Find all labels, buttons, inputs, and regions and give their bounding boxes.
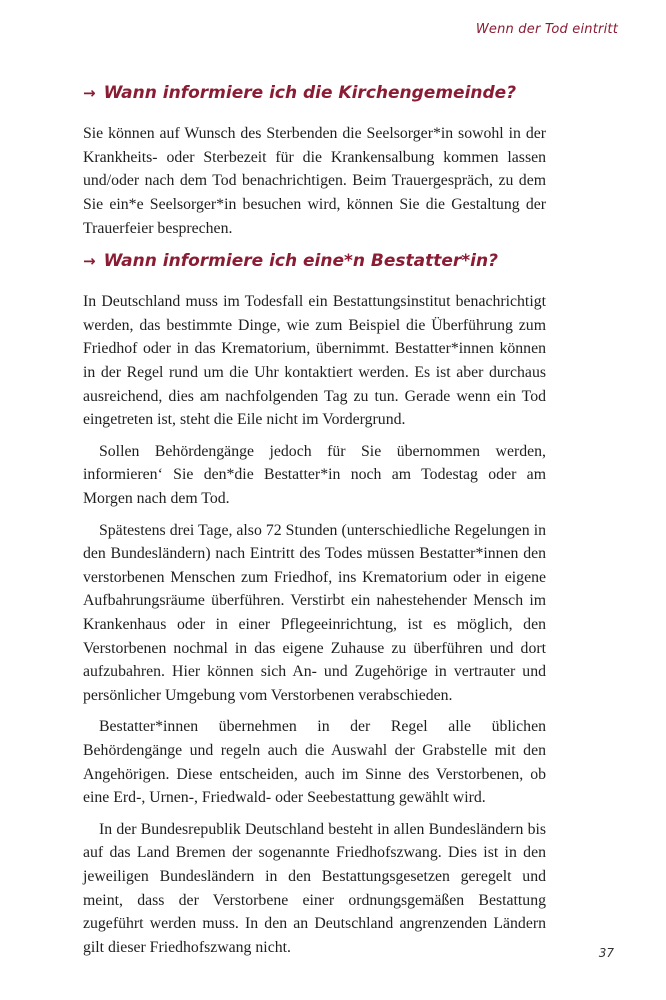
paragraph: Sie können auf Wunsch des Sterbenden die Seelsorger*in sowohl in der Krankheits- oder Sterbezeit für die Krankensalbung kommen lassen und/oder nach dem Tod benachrichtigen. Beim Trauergespräch, zu dem Sie ein*e Seelsorger*in besuchen wird, können Sie die Gestaltung der Trauerfeier besprechen. bbox=[83, 125, 546, 237]
section-bestatter bbox=[83, 246, 546, 959]
arrow-right-icon: → bbox=[83, 84, 96, 103]
section-heading bbox=[83, 246, 546, 276]
paragraph: In Deutschland muss im Todesfall ein Bestattungsinstitut benachrichtigt werden, das bestimmte Dinge, wie zum Beispiel die Überführung zum Friedhof oder in das Krematorium, übernimmt. Bestatter*innen können in der Regel rund um die Uhr kontaktiert werden. Es ist aber durchaus ausreichend, dies am nachfolgenden Tag zu tun. Gerade wenn ein Tod eingetreten ist, steht die Eile nicht im Vordergrund. bbox=[83, 293, 546, 429]
page-content bbox=[83, 64, 546, 959]
section-heading bbox=[83, 78, 546, 108]
section-heading-text: Wann informiere ich die Kirchengemeinde? bbox=[103, 83, 517, 104]
section-kirchengemeinde bbox=[83, 78, 546, 240]
arrow-right-icon: → bbox=[83, 252, 96, 271]
paragraph: Bestatter*innen übernehmen in der Regel alle üblichen Behördengänge und regeln auch die Auswahl der Grabstelle mit den Angehörigen. Diese entscheiden, auch im Sinne des Verstorbenen, ob eine Erd-, Urnen-, Friedwald- oder Seebestattung gewählt wird. bbox=[83, 718, 546, 807]
paragraph: Sollen Behördengänge jedoch für Sie übernommen werden, informieren‘ Sie den*die Bestatter*in noch am Todestag oder am Morgen nach dem Tod. bbox=[83, 442, 546, 508]
paragraph: In der Bundesrepublik Deutschland besteht in allen Bundesländern bis auf das Land Bremen der sogenannte Friedhofszwang. Dies ist in den jeweiligen Bundesländern in den Bestattungsgesetzen geregelt und meint, dass der Verstorbene einer ordnungsgemäßen Bestattung zugeführt werden muss. In den an Deutschland angrenzenden Ländern gilt dieser Friedhofszwang nicht. bbox=[83, 820, 546, 956]
page-number: 37 bbox=[598, 946, 614, 960]
paragraph: Spätestens drei Tage, also 72 Stunden (unterschiedliche Regelungen in den Bundesländern) nach Eintritt des Todes müssen Bestatter*innen den verstorbenen Menschen zum Friedhof, ins Krematorium oder in eigene Aufbahrungsräume überführen. Verstirbt ein nahestehender Mensch im Krankenhaus oder in einer Pflegeeinrichtung, ist es möglich, den Verstorbenen nochmal in das eigene Zuhause zu überführen und dort aufzubahren. Hier können sich An- und Zugehörige in vertrauter und persönlicher Umgebung vom Verstorbenen verabschieden. bbox=[83, 521, 546, 704]
section-heading-text: Wann informiere ich eine*n Bestatter*in? bbox=[103, 251, 498, 272]
running-header: Wenn der Tod eintritt bbox=[475, 22, 618, 37]
